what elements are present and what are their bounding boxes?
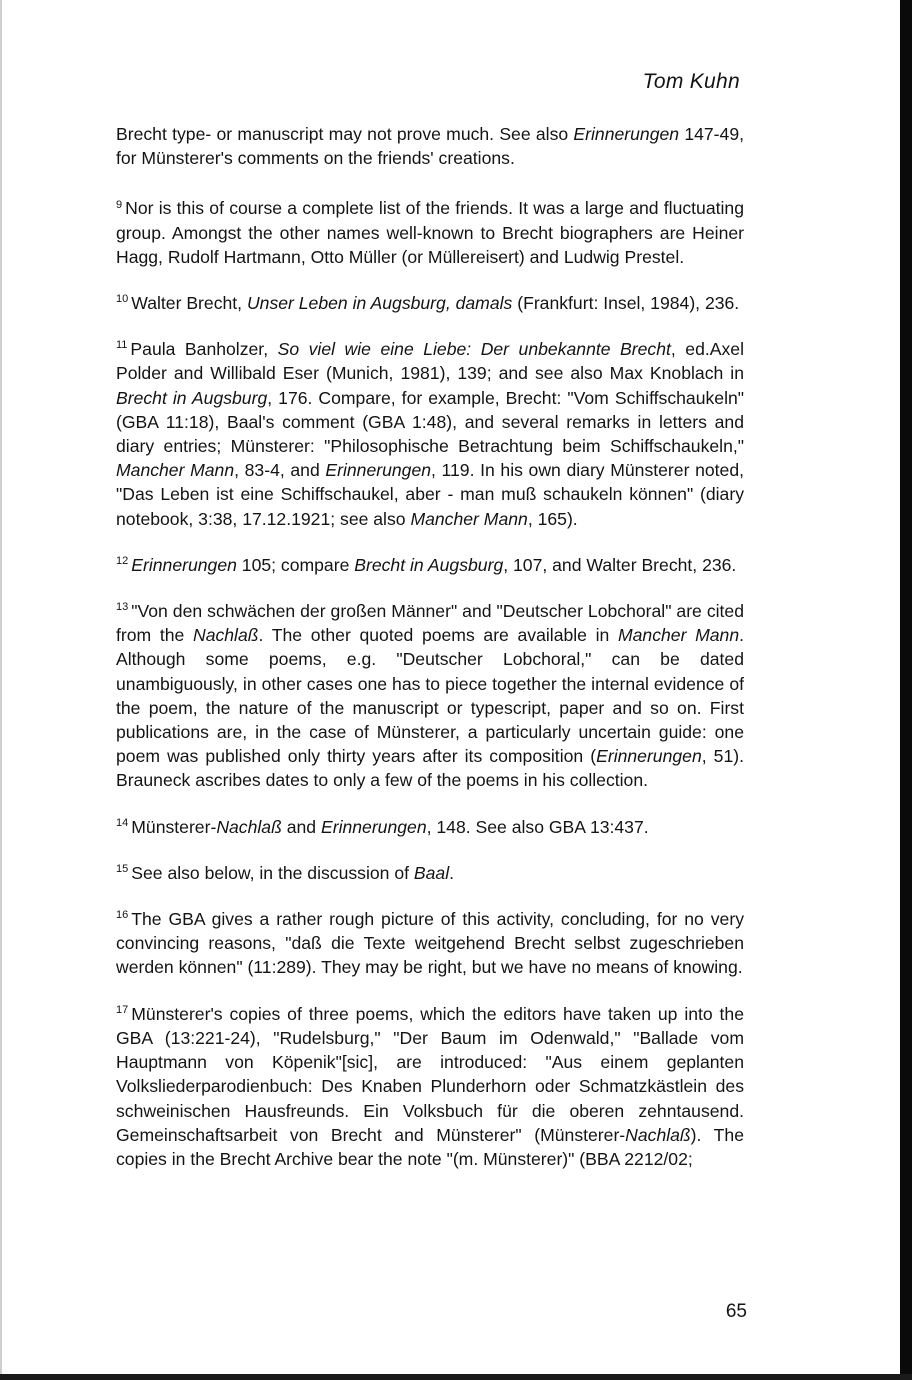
endnote-text: , ed.Axel Polder and Willibald Eser (Munich, 1981), 139; and see also Max Knoblach in [116,339,744,384]
endnote-italic-text: Erinnerungen [573,124,680,144]
endnote-12 [116,553,744,577]
endnote-text: and [281,816,321,837]
endnote-9 [116,196,744,269]
endnotes-text [116,122,744,1193]
scan-edge-right [900,0,912,1380]
endnote-number: 14 [116,816,129,829]
endnote-italic-text: Erinnerungen [596,746,702,767]
endnote-10 [116,291,744,315]
endnote-italic-text: Brecht in Augsburg [116,387,268,408]
endnote-text: See also below, in the discussion of [131,862,414,883]
endnote-italic-text: Nachlaß [192,625,259,646]
endnote-number: 9 [116,198,123,211]
running-head-author: Tom Kuhn [642,70,740,93]
endnote-italic-text: Brecht in Augsburg [354,554,504,575]
endnote-text: ). The copies in the Brecht Archive bear the note "(m. Münsterer)" (BBA 2212/02; [116,1124,744,1169]
endnote-text: 147-49, for Münsterer's comments on the friends' creations. [116,124,744,169]
scan-edge-left [0,0,2,1380]
endnote-italic-text: Erinnerungen [131,554,237,575]
endnote-text: , 148. See also GBA 13:437. [426,816,649,837]
endnote-text: . [449,862,455,883]
endnote-text: (Frankfurt: Insel, 1984), 236. [512,293,740,314]
endnote-text: Walter Brecht, [131,293,247,314]
endnote-number: 12 [116,554,129,567]
endnote-text: , 83-4, and [234,460,326,481]
endnote-text: , 176. Compare, for example, Brecht: "Vom Schiffschaukeln" (GBA 11:18), Baal's comment (GBA 1:48), and several remarks in letters and diary entries; Münsterer: "Philosophische Betrachtung beim Schiffschaukeln," [116,387,745,457]
endnote-text: "Von den schwächen der großen Männer" and "Deutscher Lobchoral" are cited from the [116,601,744,646]
endnote-text: . The other quoted poems are available in [258,625,618,646]
endnote-italic-text: Mancher Mann [617,625,740,646]
endnote-number: 13 [116,601,129,614]
endnote-text: , 51). Brauneck ascribes dates to only a few of the poems in his collection. [116,746,744,791]
scan-edge-bottom [0,1374,912,1380]
endnote-italic-text: Mancher Mann [116,460,235,481]
endnote-italic-text: Nachlaß [625,1124,691,1145]
endnote-15 [116,861,744,885]
endnote-number: 15 [116,863,129,876]
endnote-text: , 107, and Walter Brecht, 236. [503,554,737,575]
endnote-italic-text: Nachlaß [216,816,282,837]
endnote-text: The GBA gives a rather rough picture of this activity, concluding, for no very convincing reasons, "daß die Texte weitgehend Brecht selbst zugeschrieben werden können" (11:289). They may be right, but we have no means of knowing. [116,909,744,978]
endnote-text: Paula Banholzer, [130,339,278,360]
endnote-text: Brecht type- or manuscript may not prove much. See also [116,124,574,144]
endnote-text: 105; compare [236,554,355,575]
endnote-text: Münsterer's copies of three poems, which the editors have taken up into the GBA (13:221-24), "Rudelsburg," "Der Baum im Odenwald," "Ballade vom Hauptmann von Köpenik"[sic], are introduced: "Aus einem geplanten Volksliederparodienbuch: Des Knaben Plunderhorn oder Schmatzkästlein des schweinischen Hausfreunds. Ein Volksbuch für die oberen zehntausend. Gemeinschaftsarbeit von Brecht and Münsterer" (Münsterer- [116,1003,744,1145]
endnote-number: 10 [116,293,129,306]
endnote-16 [116,907,744,980]
endnote-text: , 165). [527,508,578,529]
endnote-text: . Although some poems, e.g. "Deutscher Lobchoral," can be dated unambiguously, in other cases one has to piece together the internal evidence of the poem, the nature of the manuscript or typescript, paper and so on. First publications are, in the case of Münsterer, a particularly uncertain guide: one poem was published only thirty years after its composition ( [116,625,744,767]
endnote-14 [116,815,744,839]
endnote-continuation [116,122,744,170]
endnote-italic-text: So viel wie eine Liebe: Der unbekannte Brecht [277,339,671,360]
endnote-17 [116,1002,744,1171]
endnote-number: 17 [116,1003,129,1016]
endnote-text: , 119. In his own diary Münsterer noted, "Das Leben ist eine Schiffschaukel, aber - man muß schaukeln können" (diary notebook, 3:38, 17.12.1921; see also [116,460,744,529]
endnote-italic-text: Mancher Mann [410,508,528,529]
endnote-13 [116,599,744,793]
endnote-italic-text: Erinnerungen [320,816,427,837]
endnote-italic-text: Erinnerungen [325,460,432,481]
endnote-11 [116,337,744,531]
endnote-italic-text: Baal [413,862,450,883]
endnote-number: 16 [116,909,129,922]
endnote-text: Münsterer- [131,816,217,837]
endnote-number: 11 [116,339,128,352]
endnote-italic-text: Unser Leben in Augsburg, damals [246,293,513,314]
endnote-text: Nor is this of course a complete list of the friends. It was a large and fluctuating group. Amongst the other names well-known to Brecht biographers are Heiner Hagg, Rudolf Hartmann, Otto Müller (or Müllereisert) and Ludwig Prestel. [116,198,744,267]
page-number: 65 [725,1301,747,1322]
